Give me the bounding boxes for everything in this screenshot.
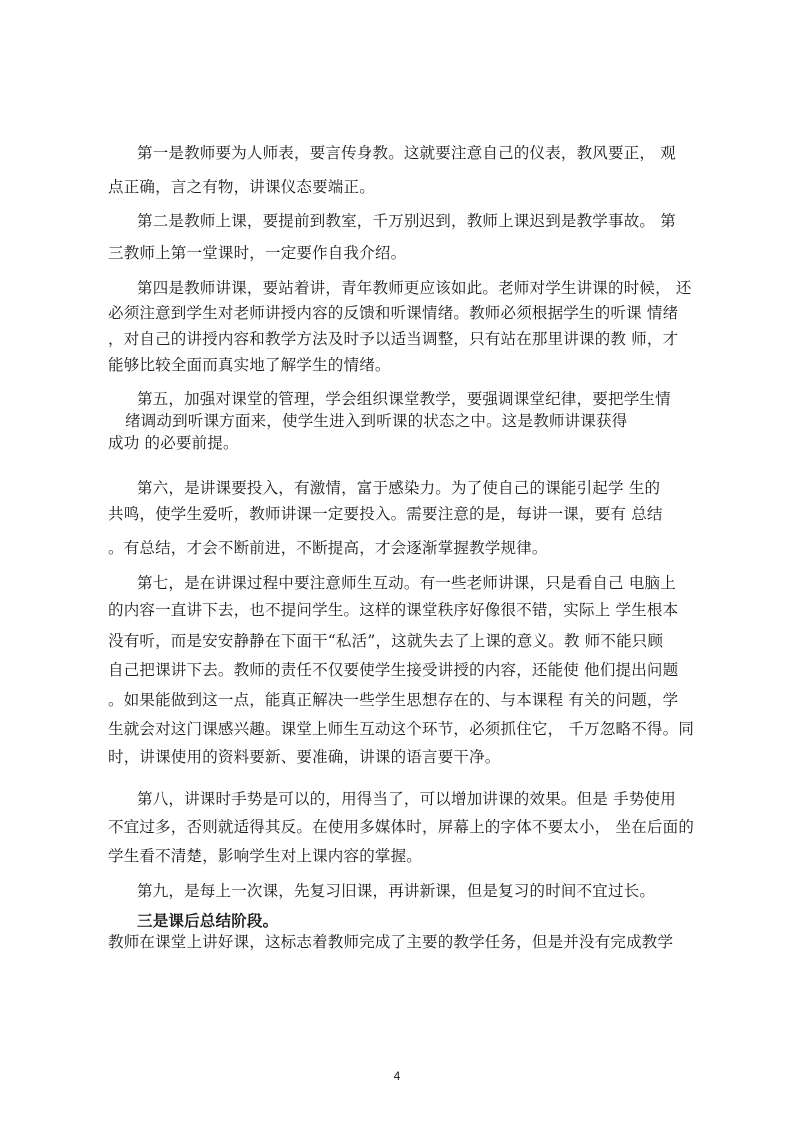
- text-line: 。如果能做到这一点，能真正解决一些学生思想存在的、与本课程 有关的问题，学: [108, 691, 679, 709]
- text-line: 学生看不清楚，影响学生对上课内容的掌握。: [108, 847, 423, 865]
- text-line: 共鸣，使学生爱听，教师讲课一定要投入。需要注意的是，每讲一课，要有 总结: [108, 505, 663, 523]
- text-line: 。有总结，才会不断前进，不断提高，才会逐渐掌握教学规律。: [108, 539, 548, 557]
- text-line: 第二是教师上课，要提前到教室，千万别迟到，教师上课迟到是教学事故。 第: [137, 212, 676, 230]
- text-line: 第四是教师讲课，要站着讲，青年教师更应该如此。老师对学生讲课的时候， 还: [137, 279, 692, 297]
- text-line: 第六，是讲课要投入，有激情，富于感染力。为了使自己的课能引起学 生的: [137, 479, 661, 497]
- text-line: 绪调动到听课方面来，使学生进入到听课的状态之中。这是教师讲课获得: [125, 412, 628, 430]
- text-line: 时，讲课使用的资料要新、要准确，讲课的语言要干净。: [108, 748, 501, 766]
- text-line: 不宜过多，否则就适得其反。在使用多媒体时，屏幕上的字体不要太小， 坐在后面的: [108, 818, 695, 836]
- text-line: 生就会对这门课感兴趣。课堂上师生互动这个环节，必须抓住它， 千万忽略不得。同: [108, 720, 695, 738]
- page-number: 4: [393, 1069, 401, 1083]
- text-line: 必须注意到学生对老师讲授内容的反馈和听课情绪。教师必须根据学生的听课 情绪: [108, 304, 679, 322]
- text-line: 能够比较全面而真实地了解学生的情绪。: [108, 356, 391, 374]
- text-line: 教师在课堂上讲好课，这标志着教师完成了主要的教学任务，但是并没有完成教学: [108, 933, 674, 951]
- text-line: 第七，是在讲课过程中要注意师生互动。有一些老师讲课，只是看自己 电脑上: [137, 574, 676, 592]
- text-line: 第一是教师要为人师表，要言传身教。这就要注意自己的仪表，教风要正， 观: [137, 144, 676, 162]
- text-line: 没有听，而是安安静静在下面干“私活”，这就失去了上课的意义。教 师不能只顾: [108, 632, 664, 650]
- text-line: 三教师上第一堂课时，一定要作自我介绍。: [108, 244, 407, 262]
- section-heading: 三是课后总结阶段。: [137, 911, 279, 930]
- text-line: 点正确，言之有物，讲课仪态要端正。: [108, 178, 375, 196]
- text-line: 成功 的必要前提。: [108, 434, 239, 452]
- text-line: 第八，讲课时手势是可以的，用得当了，可以增加讲课的效果。但是 手势使用: [137, 790, 676, 808]
- text-line: 第五，加强对课堂的管理，学会组织课堂教学，要强调课堂纪律，要把学生情: [137, 390, 671, 408]
- text-line: ，对自己的讲授内容和教学方法及时予以适当调整，只有站在那里讲课的教 师，才: [108, 330, 679, 348]
- text-line: 的内容一直讲下去，也不提问学生。这样的课堂秩序好像很不错，实际上 学生根本: [108, 601, 679, 619]
- text-line: 自己把课讲下去。教师的责任不仅要使学生接受讲授的内容，还能使 他们提出问题: [108, 661, 679, 679]
- text-line: 第九，是每上一次课，先复习旧课，再讲新课，但是复习的时间不宜过长。: [137, 882, 656, 900]
